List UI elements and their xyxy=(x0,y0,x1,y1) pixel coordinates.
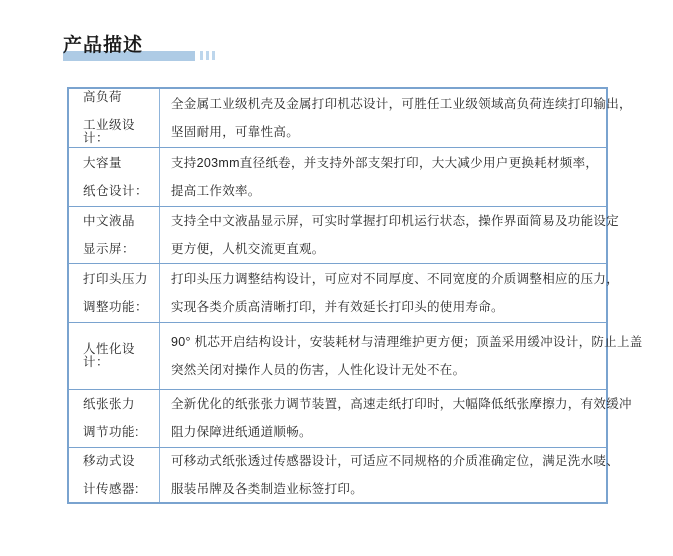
title-accent-bars-icon xyxy=(200,51,215,60)
table-row xyxy=(69,447,620,502)
feature-description-cell xyxy=(160,148,606,206)
feature-description-cell xyxy=(160,207,627,263)
accent-bar-icon xyxy=(206,51,209,60)
feature-label-line: 中文液晶 xyxy=(83,213,136,228)
feature-label-line: 调节功能: xyxy=(83,425,139,439)
feature-description-cell xyxy=(160,323,651,389)
feature-description-line: 支持203mm直径纸卷，并支持外部支架打印，大大减少用户更换耗材频率， xyxy=(171,155,599,170)
feature-description-cell xyxy=(160,264,627,322)
feature-label-cell xyxy=(69,390,160,447)
table-row xyxy=(69,89,632,147)
table-row xyxy=(69,206,620,263)
feature-description-line: 全金属工业级机壳及金属打印机芯设计，可胜任工业级领域高负荷连续打印输出， xyxy=(171,96,632,111)
feature-label-cell xyxy=(69,148,160,206)
feature-label-line: 大容量 xyxy=(83,155,123,170)
page-title: 产品描述 xyxy=(63,35,144,56)
table-row xyxy=(69,322,643,389)
feature-label-line: 显示屏： xyxy=(83,241,136,256)
feature-description-line: 更方便，人机交流更直观。 xyxy=(171,241,325,256)
feature-label-line: 打印头压力 xyxy=(83,271,149,286)
feature-description-cell xyxy=(160,89,640,147)
feature-label-line: 高负荷 xyxy=(83,90,123,104)
feature-description-cell xyxy=(160,448,627,502)
accent-bar-icon xyxy=(212,51,215,60)
feature-description-line: 提高工作效率。 xyxy=(171,183,261,198)
feature-description-line: 坚固耐用，可靠性高。 xyxy=(171,124,300,139)
feature-description-cell xyxy=(160,390,640,447)
feature-description-line: 阻力保障进纸通道顺畅。 xyxy=(171,425,312,439)
feature-description-line: 全新优化的纸张张力调节装置，高速走纸打印时，大幅降低纸张摩擦力，有效缓冲 xyxy=(171,397,632,411)
feature-label-line: 计传感器: xyxy=(83,481,139,496)
feature-label-line: 工业级设计： xyxy=(83,118,136,145)
feature-label-line: 纸张张力 xyxy=(83,397,136,411)
feature-label-line: 移动式设 xyxy=(83,453,136,468)
feature-description-line: 突然关闭对操作人员的伤害，人性化设计无处不在。 xyxy=(171,362,466,377)
feature-description-line: 服装吊牌及各类制造业标签打印。 xyxy=(171,481,364,496)
feature-label-cell xyxy=(69,323,160,389)
table-row xyxy=(69,147,606,206)
feature-label-cell xyxy=(69,264,160,322)
feature-description-line: 90° 机芯开启结构设计，安装耗材与清理维护更方便；顶盖采用缓冲设计，防止上盖 xyxy=(171,334,643,349)
feature-label-line: 人性化设计： xyxy=(83,342,136,369)
feature-label-cell xyxy=(69,89,160,147)
feature-description-line: 可移动式纸张透过传感器设计，可适应不同规格的介质准确定位，满足洗水唛、 xyxy=(171,453,620,468)
feature-label-cell xyxy=(69,448,160,502)
table-row xyxy=(69,263,620,322)
accent-bar-icon xyxy=(200,51,203,60)
section-header xyxy=(63,34,143,64)
feature-description-line: 打印头压力调整结构设计，可应对不同厚度、不同宽度的介质调整相应的压力， xyxy=(171,271,620,286)
feature-label-line: 调整功能： xyxy=(83,299,149,314)
feature-description-line: 实现各类介质高清晰打印，并有效延长打印头的使用寿命。 xyxy=(171,299,504,314)
feature-description-line: 支持全中文液晶显示屏，可实时掌握打印机运行状态，操作界面简易及功能设定 xyxy=(171,213,620,228)
feature-label-line: 纸仓设计： xyxy=(83,183,149,198)
feature-label-cell xyxy=(69,207,160,263)
product-description-table xyxy=(67,87,643,504)
table-row xyxy=(69,389,632,447)
